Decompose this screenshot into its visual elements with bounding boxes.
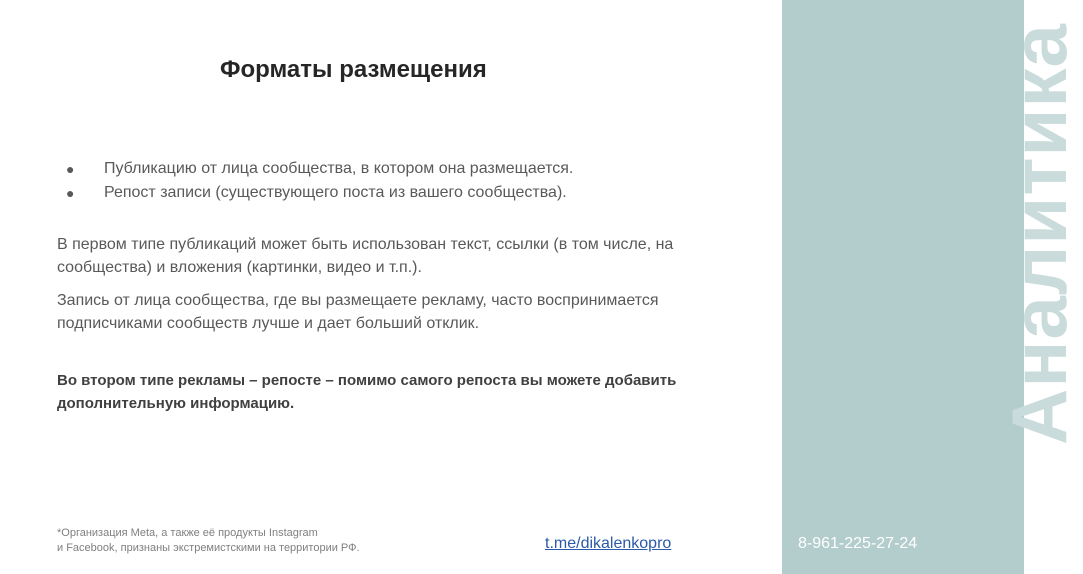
footnote	[57, 526, 360, 556]
paragraph-repost-emphasis: Во втором типе рекламы – репосте – помимо самого репоста вы можете добавить дополнительную информацию.	[57, 372, 677, 412]
telegram-link[interactable]: t.me/dikalenkopro	[545, 535, 672, 552]
paragraph-first-type: В первом типе публикаций может быть использован текст, ссылки (в том числе, на сообщества) и вложения (картинки, видео и т.п.).	[57, 236, 674, 276]
page-title: Форматы размещения	[220, 56, 487, 83]
list-item	[66, 181, 573, 205]
footnote-line: *Организация Meta, а также её продукты Instagram	[57, 527, 318, 539]
list-item-text: Публикацию от лица сообщества, в котором она размещается.	[104, 160, 574, 177]
phone-number: 8-961-225-27-24	[798, 535, 918, 552]
sidebar-watermark-word: Аналитика	[995, 23, 1083, 445]
bullet-dot-icon: ●	[66, 185, 75, 201]
footnote-line: и Facebook, признаны экстремистскими на территории РФ.	[57, 542, 360, 554]
paragraph-community-post: Запись от лица сообщества, где вы размещаете рекламу, часто воспринимается подписчиками сообществ лучше и дает больший отклик.	[57, 292, 659, 332]
bullet-list	[66, 157, 573, 205]
sidebar-panel	[782, 0, 1024, 574]
bullet-dot-icon: ●	[66, 161, 75, 177]
list-item	[66, 157, 573, 181]
list-item-text: Репост записи (существующего поста из вашего сообщества).	[104, 184, 567, 201]
